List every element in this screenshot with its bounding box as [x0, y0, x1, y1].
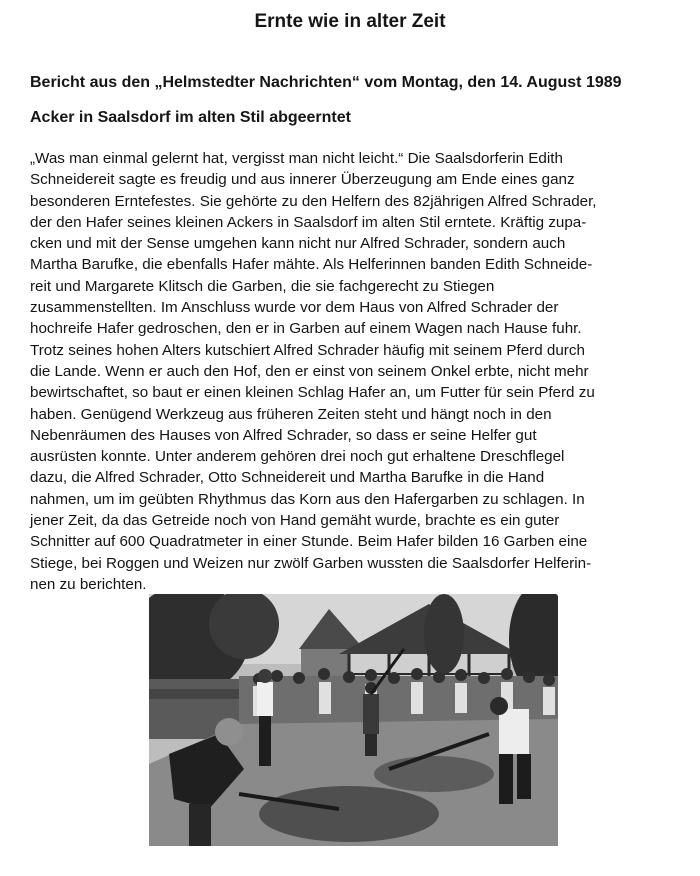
threshing-photo: [149, 594, 558, 846]
body-line: Schnitter auf 600 Quadratmeter in einer Stunde. Beim Hafer bilden 16 Garben eine: [30, 533, 588, 551]
body-line: Trotz seines hohen Alters kutschiert Alfred Schrader häufig mit seinem Pferd durch: [30, 341, 585, 359]
body-line: nen zu berichten.: [30, 575, 147, 593]
body-line: haben. Genügend Werkzeug aus früheren Zeiten steht und hängt noch in den: [30, 405, 552, 423]
body-line: nahmen, um im geübten Rhythmus das Korn aus den Hafergarben zu schlagen. In: [30, 490, 585, 508]
body-line: „Was man einmal gelernt hat, vergisst man nicht leicht.“ Die Saalsdorferin Edith: [30, 150, 563, 167]
body-line: hochreife Hafer gedroschen, den er in Garben auf einem Wagen nach Hause fuhr.: [30, 320, 582, 338]
body-line: Martha Barufke, die ebenfalls Hafer mähte. Als Helferinnen banden Edith Schneide-: [30, 256, 593, 274]
body-line: ausrüsten konnte. Unter anderem gehören drei noch gut erhaltene Dreschflegel: [30, 448, 565, 466]
body-line: jener Zeit, da das Getreide noch von Hand gemäht wurde, brachte es ein guter: [30, 512, 560, 530]
body-line: dazu, die Alfred Schrader, Otto Schneidereit und Martha Barufke in die Hand: [30, 469, 545, 487]
body-line: die Lande. Wenn er auch den Hof, den er einst von seinem Onkel erbte, nicht mehr: [30, 362, 589, 380]
body-line: besonderen Erntefestes. Sie gehörte zu den Helfern des 82jährigen Alfred Schrader,: [30, 192, 597, 210]
body-line: zusammenstellten. Im Anschluss wurde vor dem Haus von Alfred Schrader der: [30, 299, 559, 317]
body-line: Nebenräumen des Hauses von Alfred Schrader, so dass er seine Helfer gut: [30, 426, 537, 444]
article-body: [30, 148, 666, 595]
body-line: cken und mit der Sense umgehen kann nicht nur Alfred Schrader, sondern auch: [30, 235, 566, 253]
body-line: der den Hafer seines kleinen Ackers in Saalsdorf im alten Stil erntete. Kräftig zupa-: [30, 213, 587, 231]
body-line: Schneidereit sagte es freudig und aus innerer Überzeugung am Ende eines ganz: [30, 171, 575, 189]
body-line: reit und Margarete Klitsch die Garben, die sie fachgerecht zu Stiegen: [30, 277, 495, 295]
report-subtitle: Bericht aus den „Helmstedter Nachrichten“ vom Montag, den 14. August 1989: [30, 74, 622, 91]
article-heading: Acker in Saalsdorf im alten Stil abgeerntet: [30, 109, 351, 126]
page-title: Ernte wie in alter Zeit: [254, 11, 446, 32]
body-line: Stiege, bei Roggen und Weizen nur zwölf Garben wussten die Saalsdorfer Helferin-: [30, 554, 592, 572]
body-line: bewirtschaftet, so baut er einen kleinen Schlag Hafer an, um Futter für sein Pferd zu: [30, 384, 595, 402]
